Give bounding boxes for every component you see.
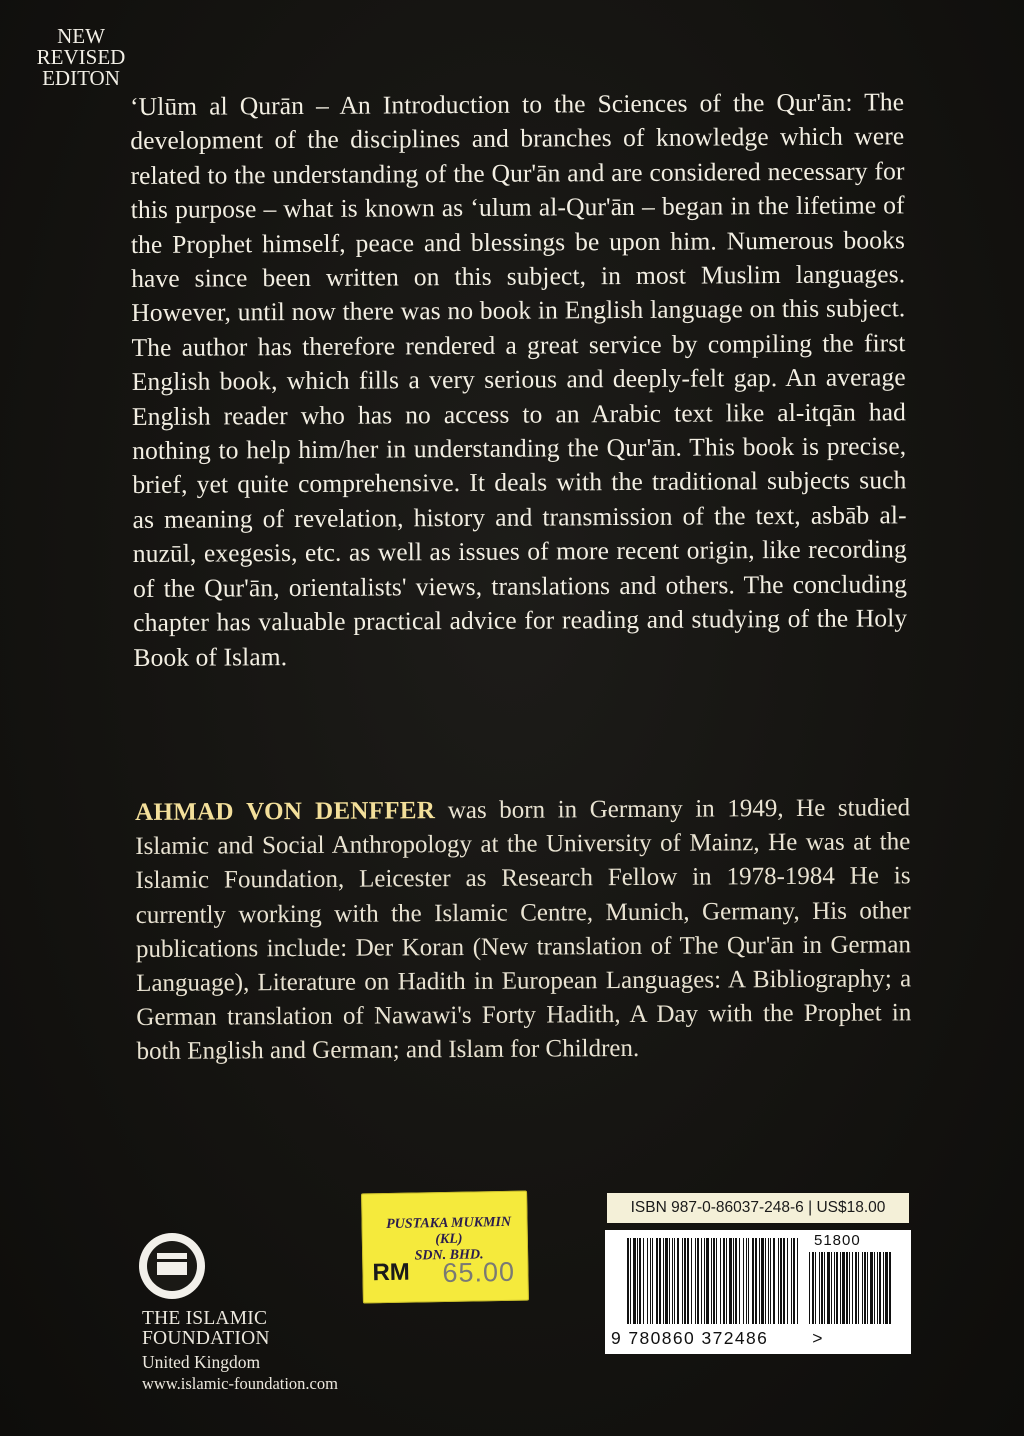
- barcode-bar: [723, 1238, 725, 1324]
- barcode-bar: [761, 1238, 764, 1324]
- barcode-bar: [778, 1238, 779, 1324]
- barcode-bar: [711, 1238, 712, 1324]
- barcode-bar: [627, 1238, 629, 1324]
- barcode-bar: [669, 1238, 670, 1324]
- publisher-logo-icon: [139, 1233, 205, 1299]
- barcode-addon-bar: [821, 1252, 823, 1324]
- price-amount: 65.00: [442, 1256, 516, 1289]
- kaaba-icon: [157, 1253, 187, 1275]
- barcode-addon-bar: [827, 1252, 830, 1324]
- edition-line-revised: REVISED: [36, 45, 126, 69]
- barcode-bar: [733, 1238, 734, 1324]
- barcode-bar: [791, 1238, 792, 1324]
- barcode-bar: [687, 1238, 689, 1324]
- barcode-bar: [729, 1238, 732, 1324]
- barcode-bar: [797, 1238, 798, 1324]
- barcode-bar: [783, 1238, 785, 1324]
- barcode-addon-bar: [849, 1252, 850, 1324]
- barcode-addon-bar: [862, 1252, 863, 1324]
- author-name: AHMAD VON DENFFER: [135, 797, 436, 826]
- store-name-line1: PUSTAKA MUKMIN (KL): [386, 1214, 512, 1248]
- barcode-addon-bar: [874, 1252, 875, 1324]
- author-bio-text: was born in Germany in 1949, He studied Islamic and Social Anthropology at the University of Mainz, He was at the Islamic Foundation, Leicester as Research Fellow in 1978-1984 He is currently working with the Islamic Centre, Munich, Germany, His other publications include: Der Koran (New translation of The Qur'ān in German Language), Literature on Hadith in European Languages: A Bibliography; a German translation of Nawawi's Forty Hadith, A Day with the Prophet in both English and German; and Islam for Children.: [135, 794, 912, 1066]
- barcode-ean-number: [611, 1328, 824, 1349]
- barcode-bar: [647, 1238, 648, 1324]
- barcode-addon-bar: [836, 1252, 838, 1324]
- barcode-bar: [765, 1238, 766, 1324]
- price-currency: RM: [372, 1258, 410, 1287]
- barcode-bar: [674, 1238, 675, 1324]
- barcode-bar: [720, 1238, 721, 1324]
- barcode: [605, 1230, 911, 1354]
- edition-line-new: NEW: [57, 24, 105, 48]
- barcode-bar: [659, 1238, 661, 1324]
- barcode-addon-bar: [812, 1252, 814, 1324]
- barcode-addon-bar: [858, 1252, 859, 1324]
- barcode-bar: [684, 1238, 686, 1324]
- barcode-bar: [691, 1238, 692, 1324]
- isbn-label: ISBN 987-0-86037-248-6 | US$18.00: [607, 1193, 909, 1223]
- barcode-bar: [633, 1238, 636, 1324]
- barcode-bar: [656, 1238, 658, 1324]
- barcode-bar: [746, 1238, 747, 1324]
- barcode-price-code: 51800: [814, 1232, 861, 1249]
- store-name-line2: SDN. BHD.: [414, 1247, 484, 1264]
- barcode-addon-bar: [819, 1252, 820, 1324]
- barcode-addon-bar: [852, 1252, 853, 1324]
- barcode-bar: [787, 1238, 788, 1324]
- barcode-addon-bar: [846, 1252, 848, 1324]
- barcode-addon-bar: [824, 1252, 825, 1324]
- barcode-bar: [697, 1238, 699, 1324]
- barcode-addon-bar: [883, 1252, 884, 1324]
- author-biography: [135, 791, 912, 1069]
- barcode-bar: [643, 1238, 644, 1324]
- barcode-bar: [665, 1238, 668, 1324]
- edition-label: [22, 26, 140, 89]
- barcode-addon-bar: [842, 1252, 845, 1324]
- barcode-addon-bar: [815, 1252, 816, 1324]
- barcode-addon-bar: [889, 1252, 891, 1324]
- publisher-info: [142, 1309, 338, 1395]
- book-description: ‘Ulūm al Qurān – An Introduction to the Sciences of the Qur'ān: The development of the disciplines and branches of knowledge which were related to the understanding of the Qur'ān and are considered necessary for this purpose – what is known as ‘ulum al-Qur'ān – began in the lifetime of the Prophet himself, peace and blessings be upon him. Numerous books have since been written on this subject, in most Muslim languages. However, until now there was no book in English language on this subject. The author has therefore rendered a great service by compiling the first English book, which fills a very serious and deeply-felt gap. An average English reader who has no access to an Arabic text like al-itqān had nothing to help him/her in understanding the Qur'ān. This book is precise, brief, yet quite comprehensive. It deals with the traditional subjects such as meaning of revelation, history and transmission of the text, asbāb al-nuzūl, exegesis, etc. as well as issues of more recent origin, like recording of the Qur'ān, orientalists' views, translations and others. The concluding chapter has valuable practical advice for reading and studying of the Holy Book of Islam.: [130, 87, 908, 672]
- barcode-bar: [704, 1238, 705, 1324]
- barcode-bar: [748, 1238, 749, 1324]
- barcode-bar: [780, 1238, 782, 1324]
- barcode-bar: [706, 1238, 709, 1324]
- barcode-addon-bar: [840, 1252, 841, 1324]
- barcode-bar: [743, 1238, 744, 1324]
- barcode-addon-bar: [834, 1252, 835, 1324]
- barcode-addon-bar: [879, 1252, 881, 1324]
- barcode-bar: [773, 1238, 775, 1324]
- barcode-bar: [682, 1238, 683, 1324]
- barcode-bar: [630, 1238, 631, 1324]
- barcode-digits: 9 780860 372486: [611, 1328, 769, 1348]
- barcode-addon-bar: [831, 1252, 832, 1324]
- barcode-bar: [663, 1238, 664, 1324]
- barcode-end-mark: >: [812, 1328, 824, 1348]
- barcode-bar: [701, 1238, 702, 1324]
- barcode-bar: [650, 1238, 651, 1324]
- barcode-bar: [639, 1238, 641, 1324]
- publisher-name-line2: FOUNDATION: [142, 1328, 270, 1349]
- barcode-bar: [716, 1238, 717, 1324]
- barcode-addon-bar: [809, 1252, 810, 1324]
- barcode-bar: [735, 1238, 737, 1324]
- barcode-bar: [768, 1238, 769, 1324]
- barcode-addon-bar: [870, 1252, 873, 1324]
- edition-line-edition: EDITON: [42, 66, 120, 90]
- barcode-addon-bar: [864, 1252, 866, 1324]
- barcode-addon-bar: [867, 1252, 868, 1324]
- publisher-website: www.islamic-foundation.com: [142, 1374, 338, 1393]
- barcode-bar: [726, 1238, 727, 1324]
- publisher-country: United Kingdom: [142, 1352, 261, 1372]
- barcode-addon-bar: [885, 1252, 888, 1324]
- barcode-bar: [770, 1238, 771, 1324]
- publisher-name-line1: THE ISLAMIC: [142, 1308, 268, 1329]
- barcode-bar: [695, 1238, 696, 1324]
- barcode-bar: [637, 1238, 638, 1324]
- barcode-bar: [739, 1238, 740, 1324]
- barcode-addon-bar: [855, 1252, 857, 1324]
- barcode-addon-bar: [877, 1252, 878, 1324]
- barcode-bar: [793, 1238, 795, 1324]
- barcode-bar: [677, 1238, 679, 1324]
- price-sticker: [361, 1191, 529, 1304]
- barcode-bar: [759, 1238, 760, 1324]
- barcode-bar: [752, 1238, 754, 1324]
- barcode-bar: [652, 1238, 653, 1324]
- barcode-bar: [755, 1238, 757, 1324]
- barcode-bar: [713, 1238, 715, 1324]
- barcode-bar: [672, 1238, 673, 1324]
